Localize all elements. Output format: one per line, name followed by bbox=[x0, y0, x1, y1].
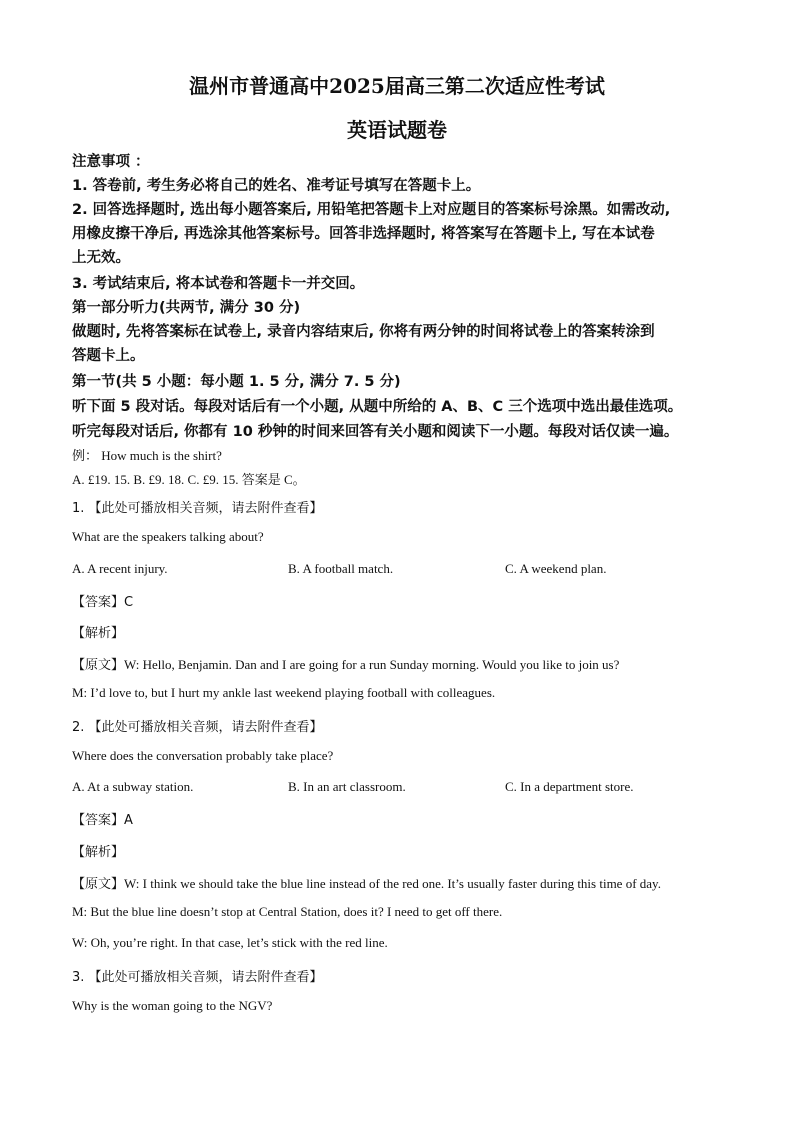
notice-item-2-line-2: 用橡皮擦干净后, 再选涂其他答案标号。回答非选择题时, 将答案写在答题卡上, 写在本试卷 bbox=[72, 226, 655, 242]
section1-desc-line-1: 听下面 5 段对话。每段对话后有一个小题, 从题中所给的 A、B、C 三个选项中选出最佳选项。 bbox=[72, 399, 683, 415]
question-2-option-a: A. At a subway station. bbox=[72, 779, 194, 794]
part1-desc-line-1: 做题时, 先将答案标在试卷上, 录音内容结束后, 你将有两分钟的时间将试卷上的答案转涂到 bbox=[72, 324, 655, 340]
notice-item-2-line-3: 上无效。 bbox=[72, 250, 130, 266]
exam-title: 温州市普通高中2025届高三第二次适应性考试 bbox=[189, 74, 605, 98]
question-1-option-a: A. A recent injury. bbox=[72, 561, 168, 576]
notice-item-1: 1. 答卷前, 考生务必将自己的姓名、准考证号填写在答题卡上。 bbox=[72, 178, 481, 194]
question-2-answer: 【答案】A bbox=[72, 813, 133, 828]
exam-subtitle: 英语试题卷 bbox=[347, 118, 447, 142]
part1-desc-line-2: 答题卡上。 bbox=[72, 348, 145, 364]
example-question: 例： How much is the shirt? bbox=[72, 448, 222, 463]
section1-heading: 第一节(共 5 小题：每小题 1. 5 分, 满分 7. 5 分) bbox=[72, 374, 401, 390]
question-1-transcript-line-1: 【原文】W: Hello, Benjamin. Dan and I are going for a run Sunday morning. Would you like to join us? bbox=[72, 657, 620, 672]
question-1-analysis: 【解析】 bbox=[72, 626, 125, 641]
question-3-prompt: Why is the woman going to the NGV? bbox=[72, 998, 273, 1013]
question-2-analysis: 【解析】 bbox=[72, 845, 125, 860]
question-3-label: 3. 【此处可播放相关音频，请去附件查看】 bbox=[72, 970, 323, 985]
question-1-transcript-line-2: M: I’d love to, but I hurt my ankle last weekend playing football with colleagues. bbox=[72, 685, 496, 700]
notice-item-2-line-1: 2. 回答选择题时, 选出每小题答案后, 用铅笔把答题卡上对应题目的答案标号涂黑。如需改动, bbox=[72, 202, 671, 218]
question-2-option-b: B. In an art classroom. bbox=[288, 779, 406, 794]
question-1-prompt: What are the speakers talking about? bbox=[72, 529, 264, 544]
question-2-transcript-line-1: 【原文】W: I think we should take the blue line instead of the red one. It’s usually faster during this time of day. bbox=[72, 876, 661, 891]
question-2-transcript-line-2: M: But the blue line doesn’t stop at Central Station, does it? I need to get off there. bbox=[72, 904, 503, 919]
question-1-answer: 【答案】C bbox=[72, 595, 134, 610]
notice-item-3: 3. 考试结束后, 将本试卷和答题卡一并交回。 bbox=[72, 276, 365, 292]
example-options: A. £19. 15. B. £9. 18. C. £9. 15. 答案是 C。 bbox=[72, 472, 306, 487]
question-2-transcript-line-3: W: Oh, you’re right. In that case, let’s stick with the red line. bbox=[72, 935, 388, 950]
part1-heading: 第一部分听力(共两节, 满分 30 分) bbox=[72, 300, 301, 316]
question-1-option-b: B. A football match. bbox=[288, 561, 394, 576]
question-1-label: 1. 【此处可播放相关音频，请去附件查看】 bbox=[72, 501, 323, 516]
question-1-option-c: C. A weekend plan. bbox=[505, 561, 607, 576]
question-2-label: 2. 【此处可播放相关音频，请去附件查看】 bbox=[72, 720, 323, 735]
section1-desc-line-2: 听完每段对话后, 你都有 10 秒钟的时间来回答有关小题和阅读下一小题。每段对话仅读一遍。 bbox=[72, 424, 679, 440]
notice-heading: 注意事项 ： bbox=[72, 154, 150, 170]
question-2-option-c: C. In a department store. bbox=[505, 779, 634, 794]
question-2-prompt: Where does the conversation probably take place? bbox=[72, 748, 334, 763]
